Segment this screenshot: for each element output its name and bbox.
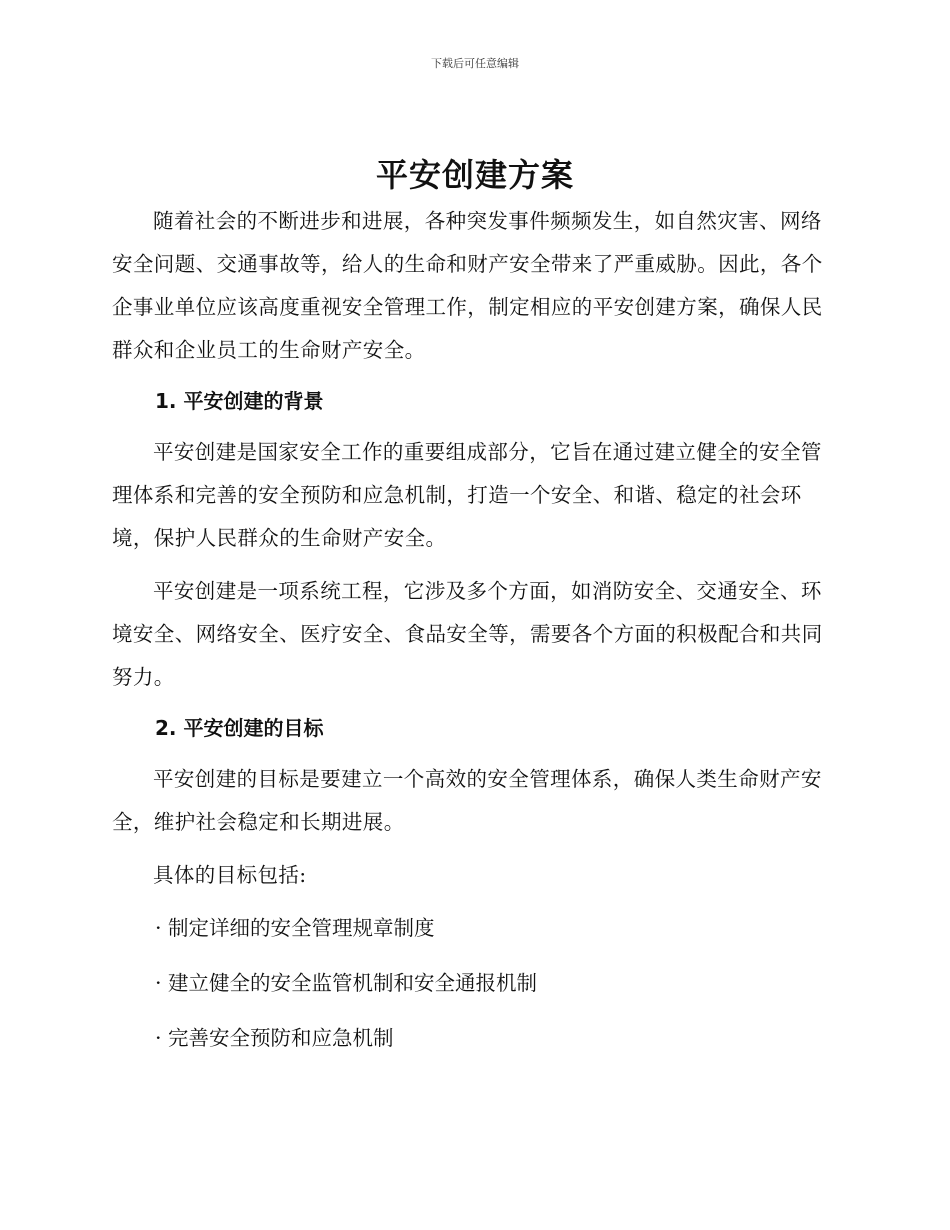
header-note: 下载后可任意编辑 <box>431 57 519 70</box>
intro-paragraph: 随着社会的不断进步和进展，各种突发事件频频发生，如自然灾害、网络安全问题、交通事故等，给人的生命和财产安全带来了严重威胁。因此，各个企事业单位应该高度重视安全管理工作，制定相应的平安创建方案，确保人民群众和企业员工的生命财产安全。 <box>112 209 823 362</box>
list-item: · 制定详细的安全管理规章制度 <box>155 916 435 940</box>
section-1-heading: 1. 平安创建的背景 <box>155 389 324 413</box>
list-item: · 完善安全预防和应急机制 <box>155 1026 394 1050</box>
section-1-paragraph-1: 平安创建是国家安全工作的重要组成部分，它旨在通过建立健全的安全管理体系和完善的安全预防和应急机制，打造一个安全、和谐、稳定的社会环境，保护人民群众的生命财产安全。 <box>112 440 822 550</box>
section-2-paragraph-2: 具体的目标包括: <box>153 863 307 887</box>
section-1-paragraph-2: 平安创建是一项系统工程，它涉及多个方面，如消防安全、交通安全、环境安全、网络安全、医疗安全、食品安全等，需要各个方面的积极配合和共同努力。 <box>112 579 823 689</box>
document-title: 平安创建方案 <box>375 156 574 194</box>
section-2-paragraph-1: 平安创建的目标是要建立一个高效的安全管理体系，确保人类生命财产安全，维护社会稳定和长期进展。 <box>112 767 822 834</box>
document-body <box>112 200 832 1060</box>
list-item: · 建立健全的安全监管机制和安全通报机制 <box>155 971 538 995</box>
section-2-heading: 2. 平安创建的目标 <box>155 716 324 740</box>
